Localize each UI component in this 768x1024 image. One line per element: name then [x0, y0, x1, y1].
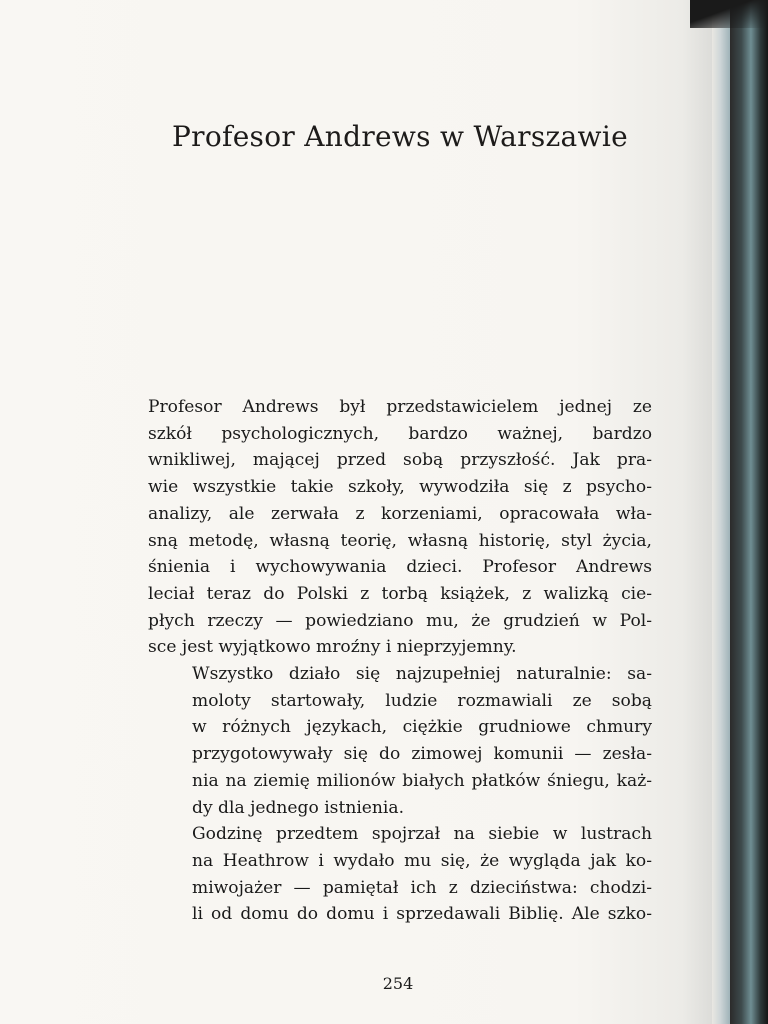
text-line: nia na ziemię milionów białych płatków śniegu, każ-: [192, 770, 652, 791]
text-line: Godzinę przedtem spojrzał na siebie w lustrach: [192, 824, 652, 845]
paragraph-3: [148, 821, 652, 928]
text-line: na Heathrow i wydało mu się, że wygląda jak ko-: [192, 850, 652, 871]
text-line: leciał teraz do Polski z torbą książek, z walizką cie-: [148, 583, 652, 604]
text-line: analizy, ale zerwała z korzeniami, opracowała wła-: [148, 503, 652, 524]
text-line: szkół psychologicznych, bardzo ważnej, bardzo: [148, 423, 652, 444]
text-line: li od domu do domu i sprzedawali Biblię. Ale szko-: [192, 904, 652, 925]
text-line: sce jest wyjątkowo mroźny i nieprzyjemny.: [148, 637, 517, 658]
book-gutter: [730, 0, 768, 1024]
text-line: moloty startowały, ludzie rozmawiali ze sobą: [192, 690, 652, 711]
corner-shadow: [690, 0, 768, 28]
chapter-title: Profesor Andrews w Warszawie: [172, 120, 628, 153]
body-text: [148, 394, 652, 928]
paragraph-1: [148, 394, 652, 661]
text-line: miwojażer — pamiętał ich z dzieciństwa: chodzi-: [192, 877, 652, 898]
text-line: wnikliwej, mającej przed sobą przyszłość. Jak pra-: [148, 450, 652, 471]
text-line: Profesor Andrews był przedstawicielem jednej ze: [148, 397, 652, 417]
text-line: płych rzeczy — powiedziano mu, że grudzień w Pol-: [148, 610, 652, 631]
paragraph-2: [148, 661, 652, 821]
text-line: Wszystko działo się najzupełniej naturalnie: sa-: [192, 664, 652, 685]
text-line: sną metodę, własną teorię, własną historię, styl życia,: [148, 530, 652, 551]
text-line: w różnych językach, ciężkie grudniowe chmury: [192, 717, 652, 738]
page-edge: [712, 8, 730, 1024]
page-number: 254: [382, 974, 414, 993]
text-line: dy dla jednego istnienia.: [192, 797, 405, 818]
text-line: przygotowywały się do zimowej komunii — zesła-: [192, 744, 652, 765]
text-line: śnienia i wychowywania dzieci. Profesor Andrews: [148, 557, 652, 578]
text-line: wie wszystkie takie szkoły, wywodziła się z psycho-: [148, 477, 652, 498]
